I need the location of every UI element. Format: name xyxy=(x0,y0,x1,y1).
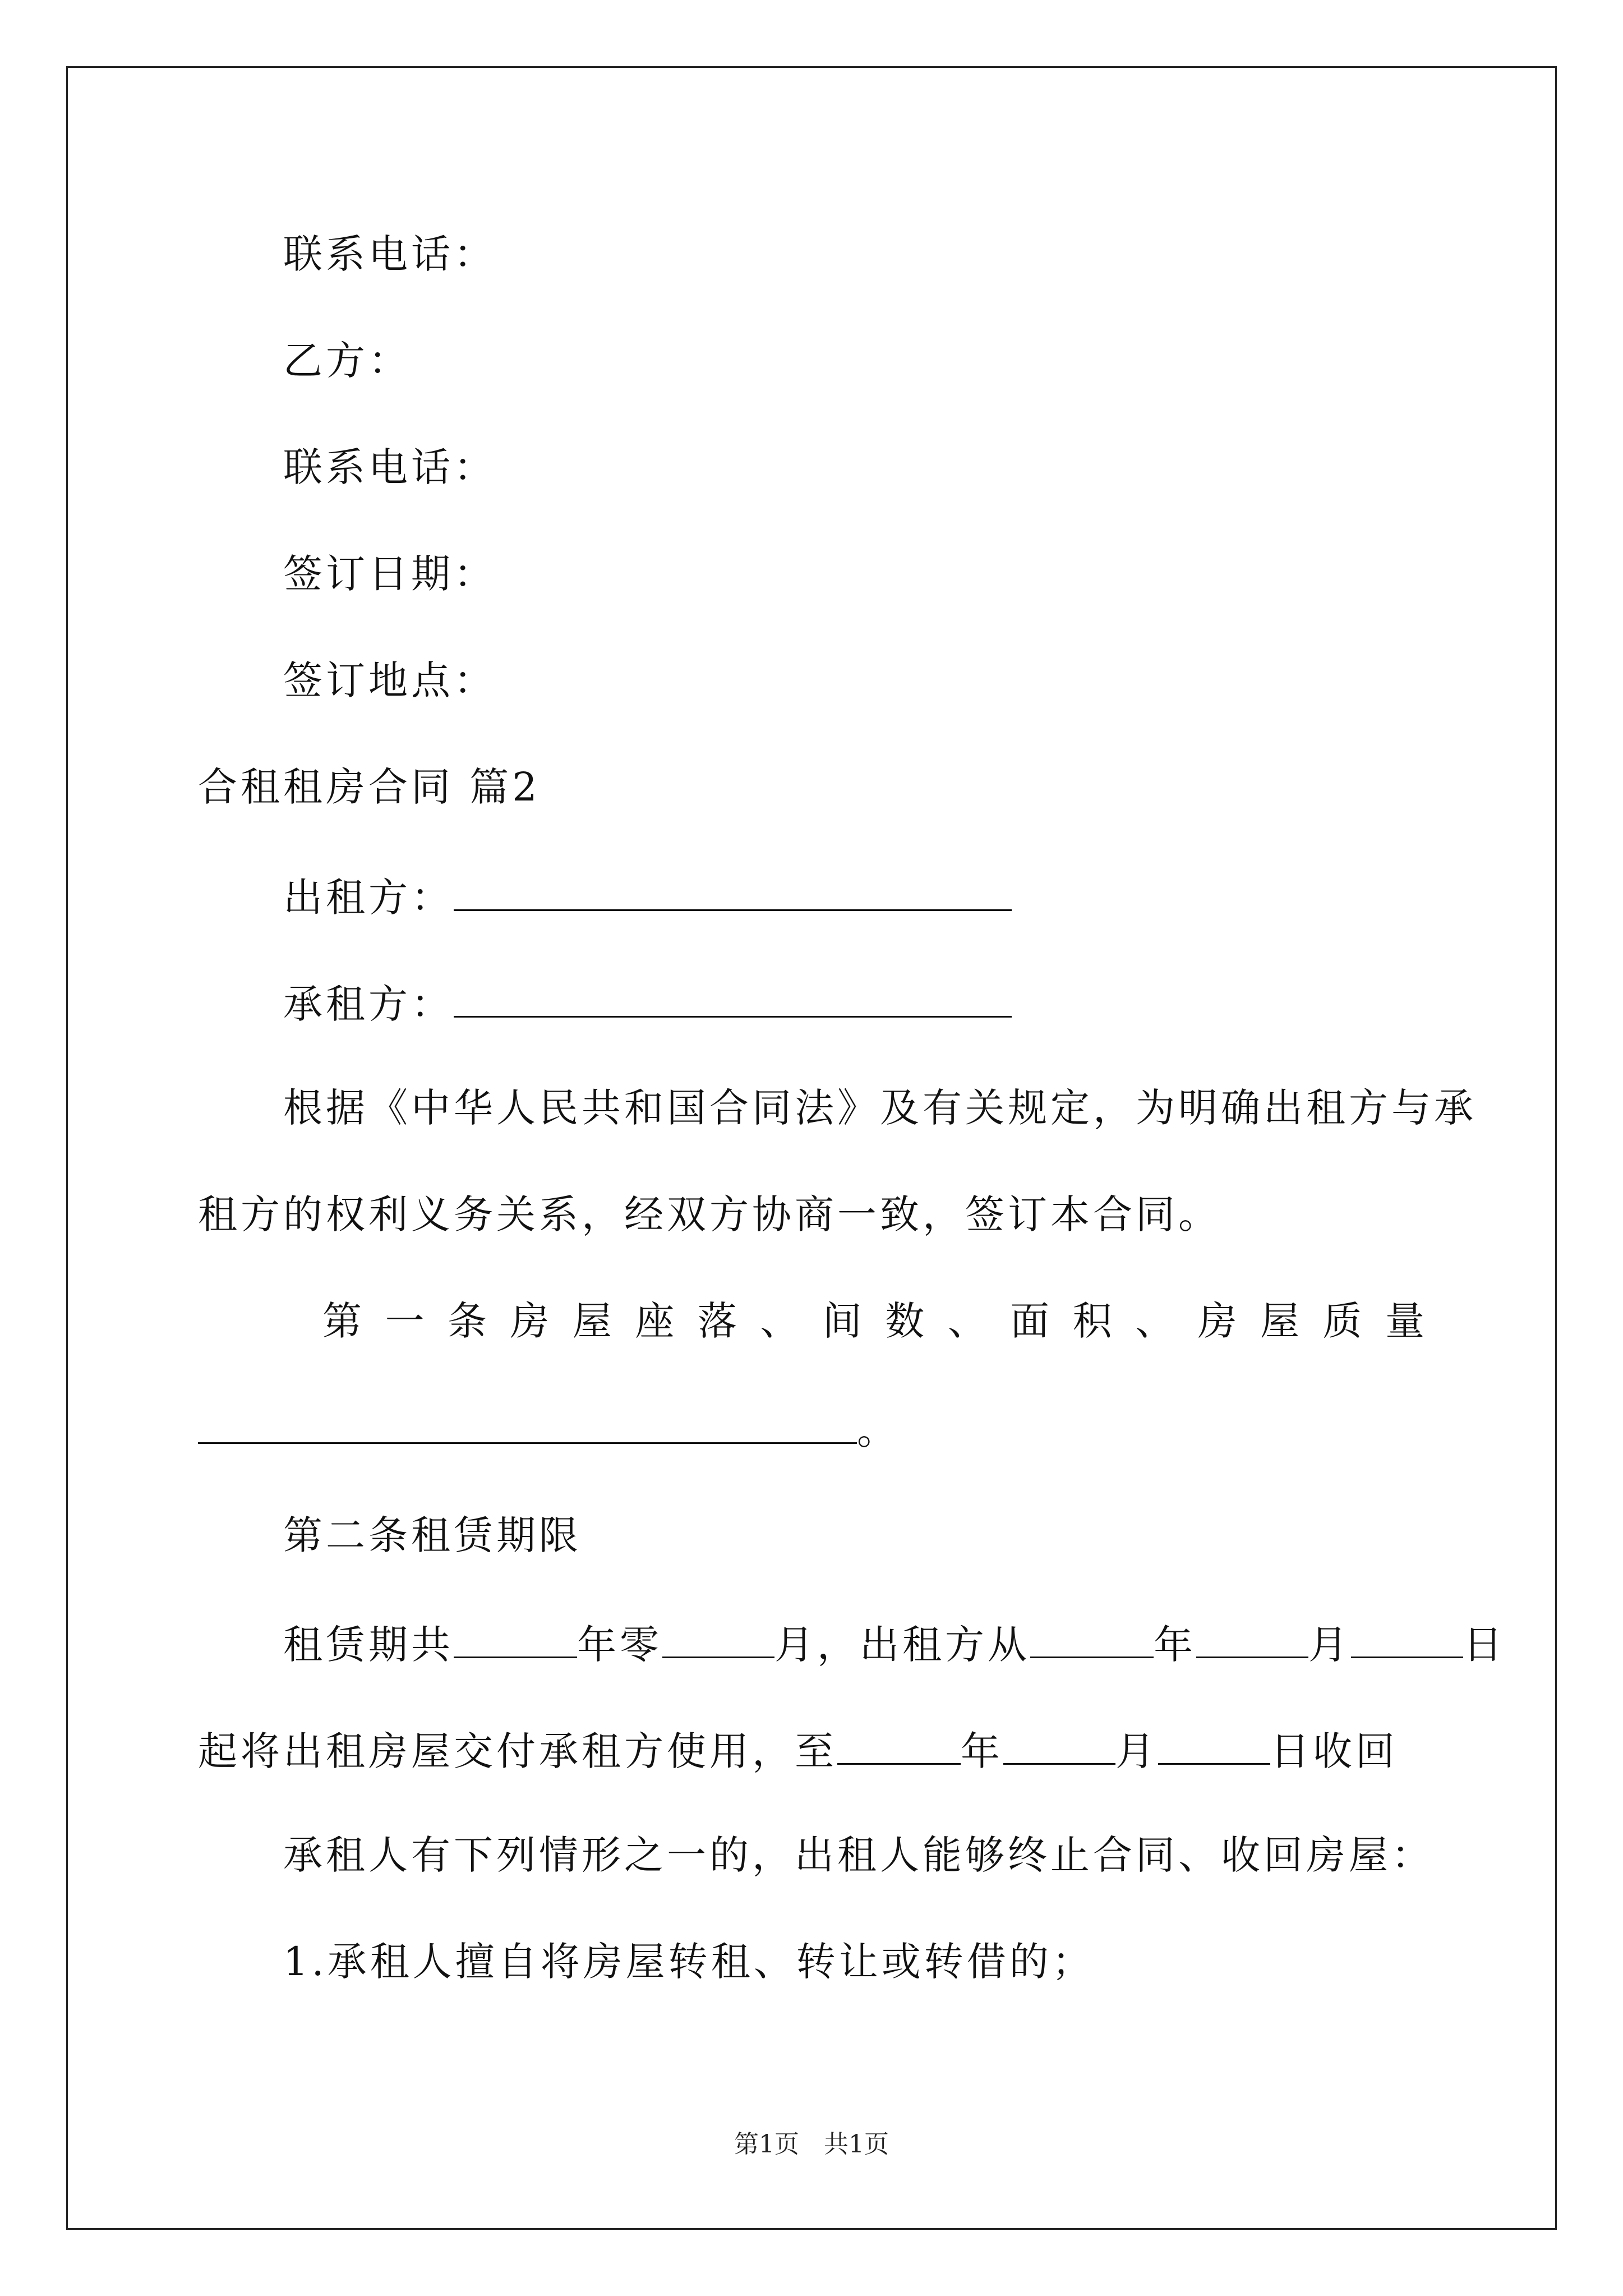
end-year-blank xyxy=(837,1726,961,1765)
signing-place-label: 签订地点： xyxy=(283,657,496,703)
article1-char: 屋 xyxy=(572,1298,612,1344)
term-text: 年零 xyxy=(577,1622,662,1668)
article1-char: 条 xyxy=(447,1298,487,1344)
article1-period: 。 xyxy=(857,1407,900,1453)
article1-char: 量 xyxy=(1385,1298,1424,1344)
article1-char: 房 xyxy=(510,1298,550,1344)
term-text: 月 xyxy=(1308,1622,1351,1668)
lessee-blank xyxy=(454,979,1012,1018)
article1-char: 房 xyxy=(1197,1298,1237,1344)
section-heading: 合租租房合同 篇2 xyxy=(198,764,541,810)
term-text: 日 xyxy=(1463,1622,1506,1668)
contact-phone-label: 联系电话： xyxy=(283,444,496,490)
article1-char: 面 xyxy=(1010,1298,1050,1344)
article1-char: 间 xyxy=(822,1298,862,1344)
term-line-1 xyxy=(283,1619,1506,1667)
lessor-line xyxy=(283,872,1012,920)
termination-item-1: 1.承租人擅自将房屋转租、转让或转借的； xyxy=(283,1939,1095,1985)
preamble-line-1: 根据《中华人民共和国合同法》及有关规定，为明确出租方与承 xyxy=(283,1085,1477,1131)
preamble-line-2: 租方的权利义务关系，经双方协商一致，签订本合同。 xyxy=(198,1191,1221,1237)
end-month-blank xyxy=(1003,1726,1115,1765)
page-footer: 第1页 共1页 xyxy=(734,2130,889,2159)
signing-date-label: 签订日期： xyxy=(283,551,496,597)
party-b-label: 乙方： xyxy=(283,338,411,384)
start-day-blank xyxy=(1351,1619,1463,1658)
article1-char: 一 xyxy=(385,1298,425,1344)
lessor-blank xyxy=(454,872,1012,911)
article1-char: 、 xyxy=(947,1298,987,1344)
term-text: 租赁期共 xyxy=(283,1622,454,1668)
article1-blank xyxy=(198,1405,857,1444)
term-text: 月，出租方从 xyxy=(774,1622,1030,1668)
term-text: 月 xyxy=(1115,1728,1158,1774)
article1-char: 第 xyxy=(322,1298,362,1344)
termination-intro: 承租人有下列情形之一的，出租人能够终止合同、收回房屋： xyxy=(283,1832,1434,1878)
article1-char: 数 xyxy=(885,1298,925,1344)
lessee-line xyxy=(283,979,1012,1027)
article1-char: 座 xyxy=(635,1298,675,1344)
end-day-blank xyxy=(1158,1726,1270,1765)
article1-blank-line xyxy=(198,1405,900,1453)
article1-char: 屋 xyxy=(1260,1298,1300,1344)
article1-char: 、 xyxy=(760,1298,800,1344)
years-blank xyxy=(454,1619,577,1658)
article1-char: 落 xyxy=(697,1298,737,1344)
start-month-blank xyxy=(1196,1619,1308,1658)
article1-char: 质 xyxy=(1322,1298,1362,1344)
term-text: 年 xyxy=(1154,1622,1196,1668)
page-border xyxy=(66,66,1557,2230)
term-line-2 xyxy=(198,1726,1398,1774)
article2-title: 第二条租赁期限 xyxy=(283,1512,582,1558)
article1-char: 、 xyxy=(1135,1298,1175,1344)
term-text: 起将出租房屋交付承租方使用，至 xyxy=(198,1728,837,1774)
term-text: 年 xyxy=(961,1728,1003,1774)
term-text: 日收回 xyxy=(1270,1728,1398,1774)
contact-phone-label: 联系电话： xyxy=(283,231,496,277)
months-blank xyxy=(662,1619,774,1658)
lessor-label: 出租方： xyxy=(283,875,454,921)
article1-char: 积 xyxy=(1072,1298,1112,1344)
start-year-blank xyxy=(1030,1619,1154,1658)
lessee-label: 承租方： xyxy=(283,981,454,1027)
article1-title xyxy=(322,1299,1424,1343)
